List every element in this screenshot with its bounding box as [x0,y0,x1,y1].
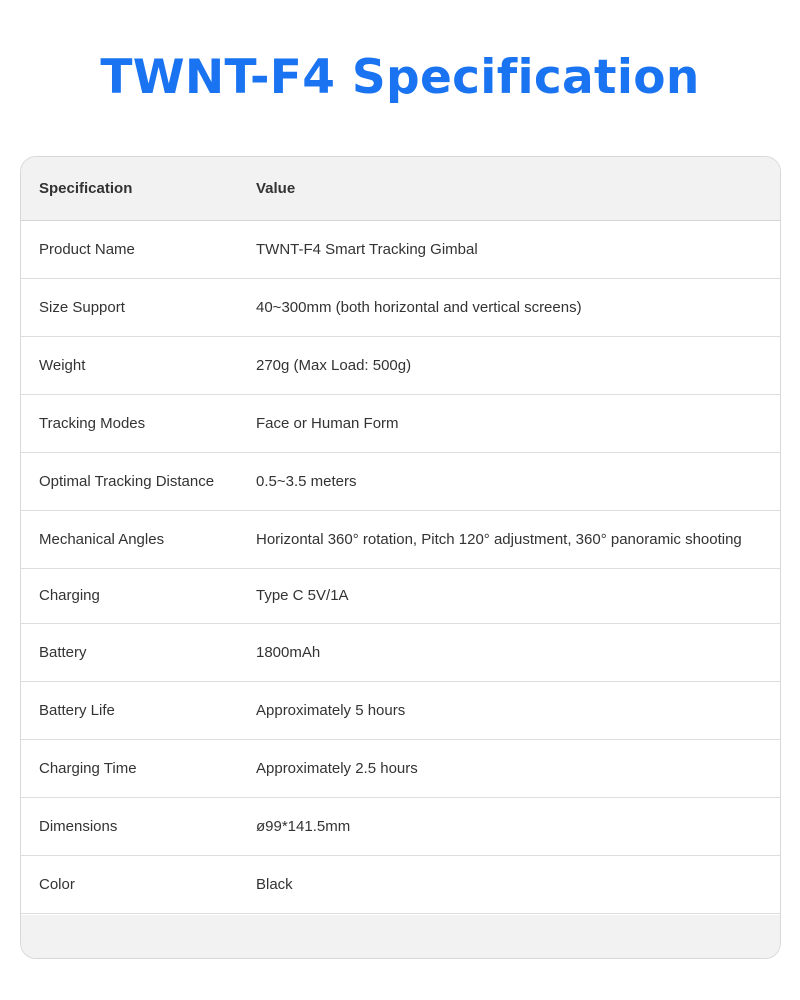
row-value: 1800mAh [256,623,780,681]
row-value: 40~300mm (both horizontal and vertical screens) [256,278,780,336]
row-label: Charging [21,568,256,623]
row-label: Dimensions [21,797,256,855]
row-label: Optimal Tracking Distance [21,452,256,510]
table-row [21,681,780,739]
row-value: Horizontal 360° rotation, Pitch 120° adjustment, 360° panoramic shooting [256,510,780,568]
row-value: 0.5~3.5 meters [256,452,780,510]
table-row [21,739,780,797]
header-value: Value [256,157,780,220]
row-value: 270g (Max Load: 500g) [256,336,780,394]
table-row [21,797,780,855]
table-row [21,855,780,913]
row-label: Mechanical Angles [21,510,256,568]
row-label: Tracking Modes [21,394,256,452]
table-header [21,157,780,220]
spec-table-card [20,156,781,959]
table-body [21,220,780,913]
row-value: Approximately 5 hours [256,681,780,739]
row-label: Color [21,855,256,913]
table-row [21,452,780,510]
table-row [21,394,780,452]
row-label: Battery [21,623,256,681]
table-row [21,336,780,394]
header-specification: Specification [21,157,256,220]
table-row [21,623,780,681]
header-row [21,157,780,220]
row-label: Product Name [21,220,256,278]
row-value: TWNT-F4 Smart Tracking Gimbal [256,220,780,278]
row-value: ø99*141.5mm [256,797,780,855]
row-value: Approximately 2.5 hours [256,739,780,797]
page-title: TWNT-F4 Specification [100,50,700,105]
table-row [21,220,780,278]
row-value: Type C 5V/1A [256,568,780,623]
row-label: Battery Life [21,681,256,739]
row-value: Black [256,855,780,913]
row-label: Size Support [21,278,256,336]
row-label: Charging Time [21,739,256,797]
row-value: Face or Human Form [256,394,780,452]
table-row [21,278,780,336]
table-row [21,510,780,568]
row-label: Weight [21,336,256,394]
spec-table [21,157,780,914]
table-row [21,568,780,623]
table-footer [21,915,780,958]
